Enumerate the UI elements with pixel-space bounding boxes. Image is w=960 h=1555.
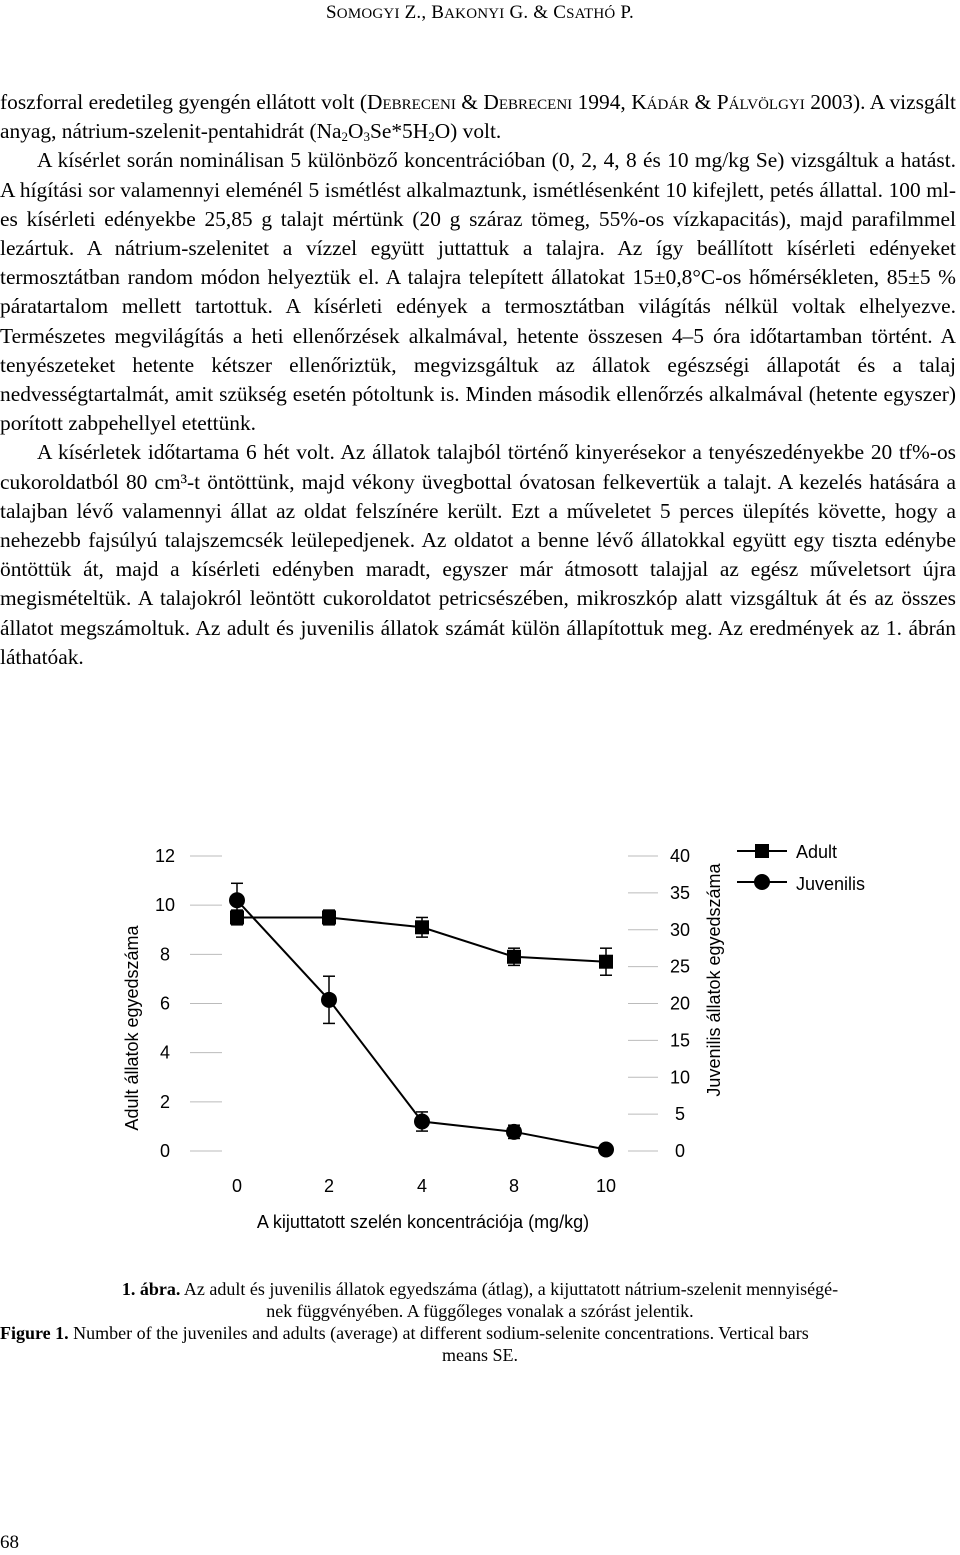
data-point-adult bbox=[415, 920, 429, 934]
y-right-tick-label: 35 bbox=[669, 882, 691, 903]
y-right-tick-label: 5 bbox=[674, 1104, 686, 1125]
running-header: SOMOGYI Z., BAKONYI G. & CSATHÓ P. bbox=[326, 2, 634, 23]
data-point-adult bbox=[322, 910, 336, 924]
x-axis-label: A kijuttatott szelén koncentrációja (mg/kg) bbox=[256, 1212, 590, 1232]
y-right-tick-label: 0 bbox=[674, 1141, 686, 1161]
data-point-juvenilis bbox=[229, 892, 245, 908]
x-tick-label: 4 bbox=[416, 1176, 428, 1196]
x-tick-label: 0 bbox=[231, 1176, 243, 1196]
y-right-tick-label: 40 bbox=[669, 846, 691, 866]
legend bbox=[737, 842, 865, 894]
y-right-tick-label: 25 bbox=[669, 956, 691, 977]
data-point-adult bbox=[599, 955, 613, 969]
y-axis-left-label: Adult állatok egyedszáma bbox=[122, 925, 142, 1131]
chart-marks bbox=[229, 883, 614, 1157]
y-left-tick-label: 8 bbox=[159, 944, 171, 965]
legend-adult-label: Adult bbox=[796, 842, 838, 862]
paragraph-1: foszforral eredetileg gyengén ellátott volt (Debreceni & Debreceni 1994, Kádár & Pálvölgyi 2003). A vizsgált anyag, nátrium-szelenit-pentahidrát $(Na_2O_3Se*5H_2O)$ volt. bbox=[0, 90, 956, 145]
legend-juvenilis-marker bbox=[754, 874, 770, 890]
y-right-tick-label: 20 bbox=[669, 993, 691, 1014]
line-chart bbox=[0, 832, 960, 1252]
y-axis-right-label: Juvenilis állatok egyedszáma bbox=[704, 863, 724, 1097]
figure-1 bbox=[0, 832, 960, 1252]
data-point-juvenilis bbox=[414, 1114, 430, 1130]
legend-juvenilis-label: Juvenilis bbox=[796, 874, 866, 894]
y-left-tick-label: 2 bbox=[159, 1091, 171, 1112]
x-tick-label: 2 bbox=[323, 1176, 335, 1196]
x-tick-label: 8 bbox=[508, 1176, 520, 1196]
figure-caption bbox=[0, 1278, 960, 1366]
y-right-tick-label: 10 bbox=[669, 1067, 691, 1088]
x-tick-label: 10 bbox=[595, 1176, 617, 1196]
y-right-tick-label: 15 bbox=[669, 1030, 691, 1051]
page-number: 68 bbox=[0, 1532, 19, 1553]
data-point-juvenilis bbox=[506, 1124, 522, 1140]
body-text bbox=[0, 88, 956, 672]
paragraph-3: A kísérletek időtartama 6 hét volt. Az állatok talajból történő kinyerésekor a tenyészedényekbe 20 tf%-os cukoroldatból 80 cm³-t öntöttünk, majd vékony üvegbottal óvatosan felkevertük a talajt. A kezelés hatására a talajban lévő valamennyi állat az oldat felszínére került. Ezt a műveletet 5 perces ülepítés követte, hogy a nehezebb fajsúlyú talajszemcsék leülepedjenek. Az oldatot a benne lévő állatokkal együtt egy tiszta edénybe öntöttük át, majd a kísérleti edényben maradt, egyszer már átmosott talajjal az egész műveletsort újra megismételtük. A talajokról leöntött cukoroldatot petricsészében, mikroszkóp alatt vizsgáltuk át és az összes állatot megszámoltuk. Az adult és juvenilis állatok számát külön állapítottuk meg. Az eredmények az 1. ábrán láthatóak. bbox=[0, 440, 956, 669]
y-left-tick-label: 12 bbox=[154, 846, 176, 866]
y-left-tick-label: 0 bbox=[159, 1141, 171, 1161]
caption-hu-line-2: nek függvényében. A függőleges vonalak a szórást jelentik. bbox=[266, 1301, 694, 1321]
y-right-tick-label: 30 bbox=[669, 919, 691, 940]
data-point-juvenilis bbox=[321, 992, 337, 1008]
data-point-adult bbox=[507, 950, 521, 964]
y-left-tick-label: 10 bbox=[154, 895, 176, 916]
legend-adult-marker bbox=[755, 844, 769, 858]
data-point-juvenilis bbox=[598, 1142, 614, 1158]
caption-en-line-1: Figure 1. Number of the juveniles and adults (average) at different sodium-selenite concentrations. Vertical bars bbox=[0, 1323, 809, 1343]
y-left-tick-label: 4 bbox=[159, 1042, 171, 1063]
y-left-tick-label: 6 bbox=[159, 993, 171, 1014]
paragraph-2: A kísérlet során nominálisan 5 különböző koncentrációban (0, 2, 4, 8 és 10 mg/kg Se) vizsgáltuk a hatást. A hígítási sor valamennyi eleménél 5 ismétlést alkalmaztunk, ismétlésenként 10 kifejlett, petés állattal. 100 ml-es kísérleti edényekbe 25,85 g talajt mértünk (20 g száraz tömeg, 55%-os vízkapacitás), majd parafilmmel lezártuk. A nátrium-szelenitet a vízzel együtt juttattuk a talajra. Az így beállított kísérleti edényeket termosztátban random módon helyeztük el. A talajra telepített állatokat 15±0,8°C-os hőmérsékleten, 85±5 % páratartalom mellett tartottuk. A kísérleti edények a termosztátban világítás nélkül voltak elhelyezve. Természetes megvilágítás a heti ellenőrzések alkalmával, hetente összesen 4–5 óra időtartamban történt. A tenyészeteket hetente kétszer ellenőriztük, megvizsgáltuk az állatok egészségi állapotát és a talaj nedvességtartalmát, amit szükség esetén pótoltunk is. Minden második ellenőrzés alkalmával (hetente egyszer) porított zabpehellyel etettünk. bbox=[0, 148, 956, 436]
caption-en-line-2: means SE. bbox=[442, 1345, 518, 1365]
caption-hu-line-1: 1. ábra. Az adult és juvenilis állatok egyedszáma (átlag), a kijuttatott nátrium-szelenit mennyiségé- bbox=[121, 1279, 839, 1299]
